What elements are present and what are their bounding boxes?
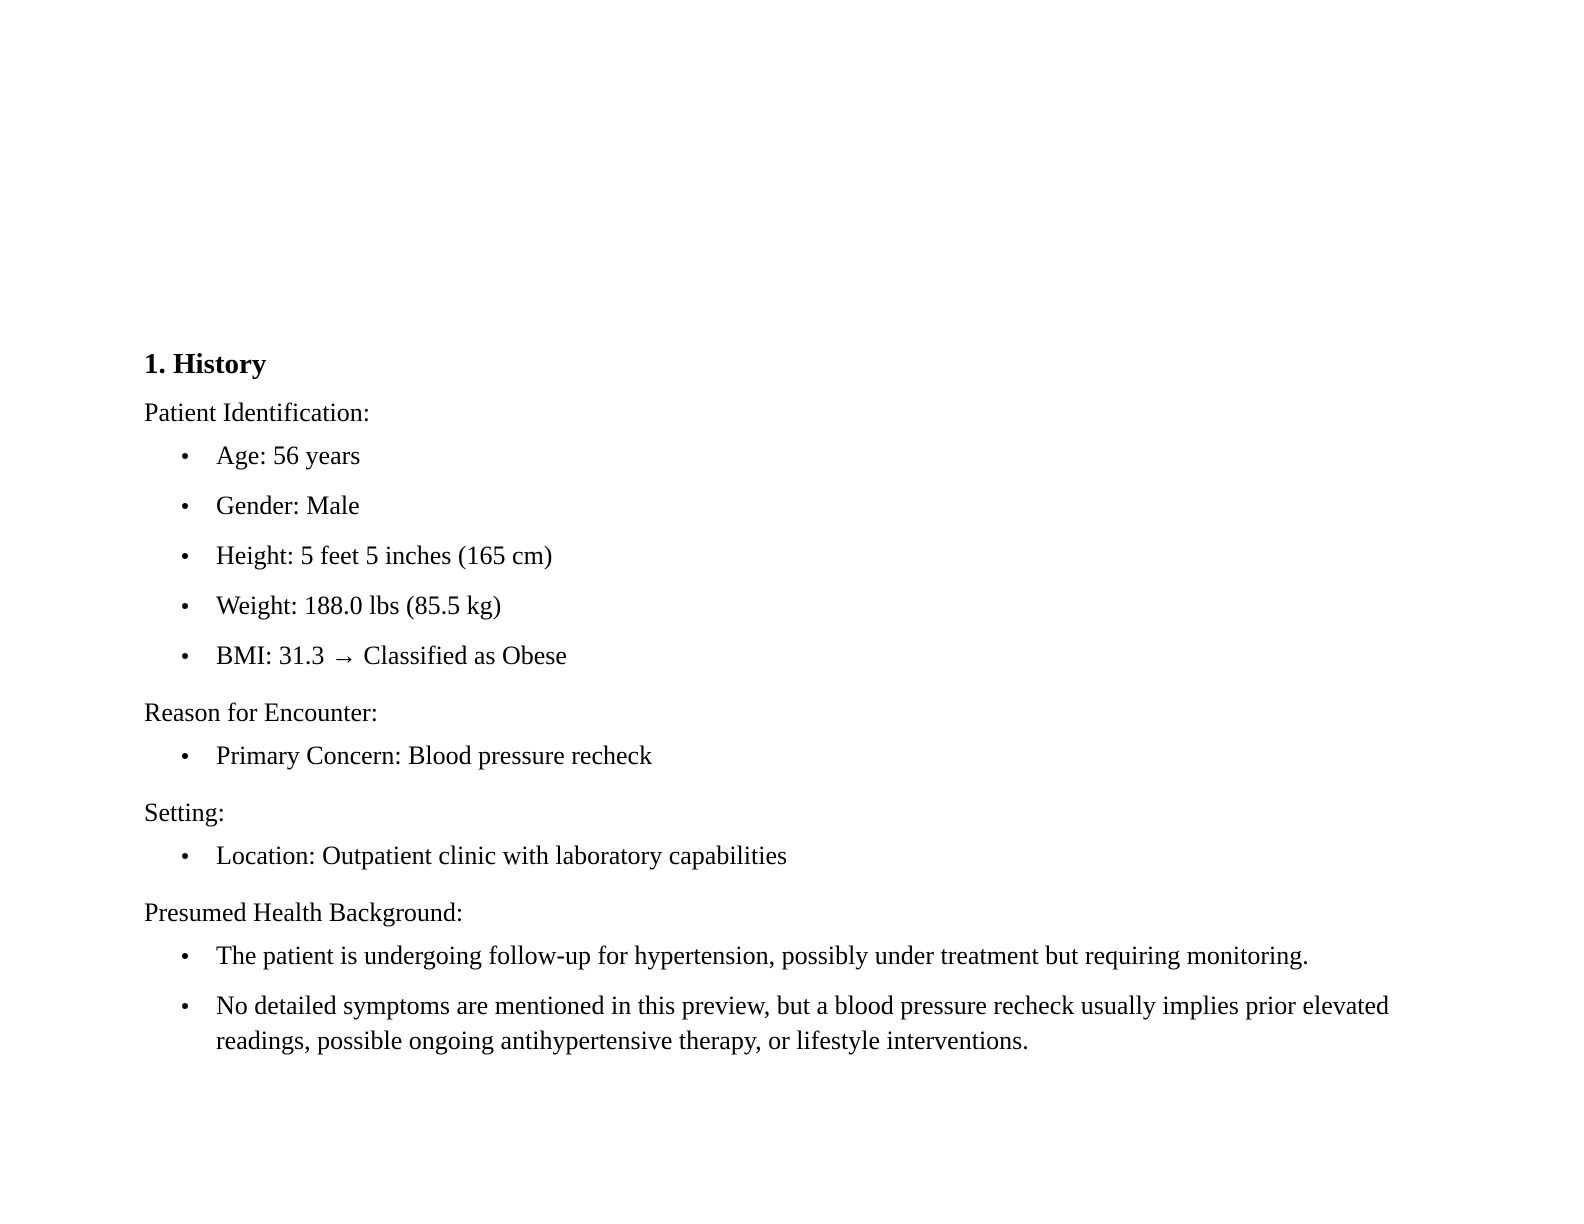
bullet-list [144,438,1444,673]
bullet-icon [182,953,188,959]
bullet-icon [182,603,188,609]
list-item-text: Gender: Male [216,491,360,520]
bullet-icon [182,553,188,559]
section-reason-for-encounter [144,688,1444,773]
section-label: Setting: [144,798,225,827]
section-heading-history: 1. History [144,348,267,380]
list-item-text: Weight: 188.0 lbs (85.5 kg) [216,591,502,620]
list-item [144,938,1444,973]
bullet-icon [182,1003,188,1009]
section-label: Patient Identification: [144,398,370,427]
section-label: Reason for Encounter: [144,698,378,727]
list-item [144,588,1444,623]
list-item-text: No detailed symptoms are mentioned in this preview, but a blood pressure recheck usually implies prior elevated readings, possible ongoing antihypertensive therapy, or lifestyle interventions. [216,991,1390,1055]
bullet-icon [182,453,188,459]
section-label: Presumed Health Background: [144,898,464,927]
list-item [144,438,1444,473]
list-item-text: Height: 5 feet 5 inches (165 cm) [216,541,553,570]
section-setting [144,788,1444,873]
list-item [144,538,1444,573]
list-item [144,838,1444,873]
list-item [144,488,1444,523]
list-item-text: The patient is undergoing follow-up for hypertension, possibly under treatment but requiring monitoring. [216,941,1309,970]
list-item [144,738,1444,773]
list-item [144,988,1444,1058]
list-item [144,638,1444,673]
section-patient-identification [144,388,1444,673]
bullet-icon [182,853,188,859]
bullet-list [144,938,1444,1058]
list-item-text: Primary Concern: Blood pressure recheck [216,741,653,770]
bullet-list [144,738,1444,773]
list-item-text: Location: Outpatient clinic with laboratory capabilities [216,841,788,870]
list-item-text: BMI: 31.3 → Classified as Obese [216,641,567,670]
bullet-icon [182,503,188,509]
bullet-icon [182,653,188,659]
document-page [144,340,1444,1073]
bullet-list [144,838,1444,873]
bullet-icon [182,753,188,759]
list-item-text: Age: 56 years [216,441,361,470]
section-presumed-health-background [144,888,1444,1058]
